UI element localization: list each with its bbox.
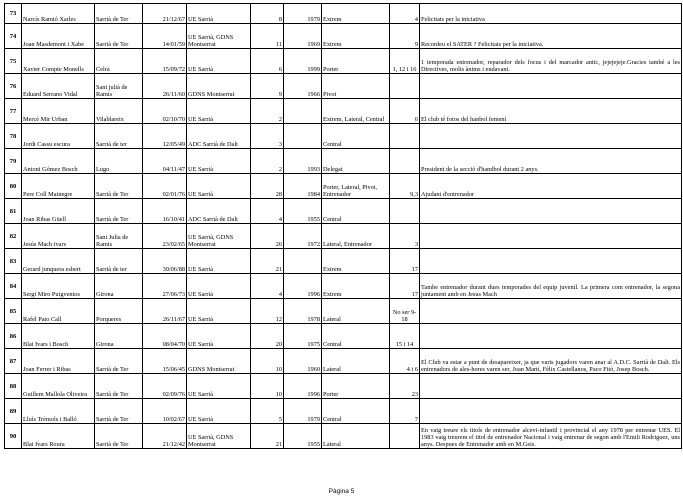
name-cell: Narcís Ramió Xarles — [22, 4, 95, 24]
row-number: 90 — [5, 424, 22, 449]
club-cell: UE Sarrià — [187, 324, 251, 349]
row-number: 85 — [5, 299, 22, 324]
since-cell: 1955 — [284, 424, 322, 449]
notes-cell: Ajudant d'entrenador — [420, 174, 682, 199]
club-cell: UE Sarrià — [187, 299, 251, 324]
since-cell: 1996 — [284, 374, 322, 399]
seasons-cell — [390, 149, 420, 174]
seasons-cell: 1, 12 i 16 — [390, 49, 420, 74]
birthdate-cell: 23/02/65 — [143, 224, 187, 249]
years-cell: 10 — [251, 349, 284, 374]
seasons-cell: 4 i 6 — [390, 349, 420, 374]
birthdate-cell: 04/11/47 — [143, 149, 187, 174]
seasons-cell — [390, 124, 420, 149]
row-number: 87 — [5, 349, 22, 374]
position-cell: Central — [322, 324, 390, 349]
position-cell: Extrem — [322, 4, 390, 24]
since-cell: 1996 — [284, 274, 322, 299]
birthdate-cell: 02/01/76 — [143, 174, 187, 199]
row-number: 83 — [5, 249, 22, 274]
notes-cell — [420, 224, 682, 249]
since-cell: 1984 — [284, 174, 322, 199]
name-cell: Blai Ivars Roura — [22, 424, 95, 449]
notes-cell: Felicitats per la iniciativa — [420, 4, 682, 24]
years-cell: 6 — [251, 49, 284, 74]
position-cell: Central — [322, 399, 390, 424]
notes-cell: 1 temporada entrenador, reparador dels focus i del marcador antic, jejejejeje.Gracies també a les Directives, molts ànims i endavant. — [420, 49, 682, 74]
years-cell: 4 — [251, 199, 284, 224]
town-cell: Lugo — [95, 149, 143, 174]
town-cell: Girona — [95, 324, 143, 349]
position-cell: Extrem — [322, 274, 390, 299]
club-cell: UE Sarrià, GDNS Montserrat — [187, 224, 251, 249]
table-row — [5, 174, 682, 199]
since-cell: 1979 — [284, 4, 322, 24]
table-row — [5, 149, 682, 174]
table-row — [5, 99, 682, 124]
birthdate-cell: 30/06/88 — [143, 249, 187, 274]
birthdate-cell: 12/05/49 — [143, 124, 187, 149]
since-cell — [284, 99, 322, 124]
club-cell: UE Sarrià — [187, 249, 251, 274]
birthdate-cell: 15/09/72 — [143, 49, 187, 74]
club-cell: UE Sarrià — [187, 374, 251, 399]
club-cell: ADC Sarrià de Dalt — [187, 124, 251, 149]
birthdate-cell: 16/10/41 — [143, 199, 187, 224]
name-cell: Lluís Trémols i Balló — [22, 399, 95, 424]
club-cell: UE Sarrià — [187, 274, 251, 299]
players-table — [4, 3, 682, 449]
town-cell: Sarrià de Ter — [95, 4, 143, 24]
table-row — [5, 349, 682, 374]
seasons-cell: 15 i 14 — [390, 324, 420, 349]
seasons-cell: 17 — [390, 274, 420, 299]
club-cell: UE Sarrià — [187, 174, 251, 199]
town-cell: Sarrià de Ter — [95, 174, 143, 199]
position-cell: Lateral, Entrenador — [322, 224, 390, 249]
town-cell: Sant julià de Ramis — [95, 74, 143, 99]
table-row — [5, 24, 682, 49]
club-cell: UE Sarrià — [187, 149, 251, 174]
table-row — [5, 324, 682, 349]
years-cell: 28 — [251, 174, 284, 199]
seasons-cell — [390, 424, 420, 449]
row-number: 74 — [5, 24, 22, 49]
seasons-cell: 17 — [390, 249, 420, 274]
spreadsheet-page — [4, 3, 681, 449]
town-cell: Sant Julia de Ramis — [95, 224, 143, 249]
seasons-cell: 23 — [390, 374, 420, 399]
club-cell: ADC Sarrià de Dalt — [187, 199, 251, 224]
years-cell: 2 — [251, 99, 284, 124]
name-cell: Pere Coll Mainegre — [22, 174, 95, 199]
name-cell: Eduard Serrano Vidal — [22, 74, 95, 99]
club-cell: GDNS Montserrat — [187, 349, 251, 374]
town-cell: Celrà — [95, 49, 143, 74]
table-row — [5, 249, 682, 274]
position-cell: Lateral — [322, 299, 390, 324]
since-cell: 1960 — [284, 349, 322, 374]
years-cell: 9 — [251, 74, 284, 99]
seasons-cell: 9,3 — [390, 174, 420, 199]
position-cell: Pivot — [322, 74, 390, 99]
birthdate-cell: 10/02/67 — [143, 399, 187, 424]
position-cell: Porter — [322, 49, 390, 74]
seasons-cell: 6 — [390, 99, 420, 124]
since-cell: 1978 — [284, 299, 322, 324]
notes-cell — [420, 249, 682, 274]
table-row — [5, 374, 682, 399]
years-cell: 12 — [251, 299, 284, 324]
town-cell: Vilablareix — [95, 99, 143, 124]
club-cell: UE Sarrià, GDNS Montserrat — [187, 424, 251, 449]
row-number: 89 — [5, 399, 22, 424]
notes-cell — [420, 299, 682, 324]
row-number: 78 — [5, 124, 22, 149]
club-cell: UE Sarrià — [187, 99, 251, 124]
town-cell: Sarrià de ter — [95, 249, 143, 274]
name-cell: Rafel Pato Call — [22, 299, 95, 324]
position-cell: Porter — [322, 374, 390, 399]
position-cell: Central — [322, 199, 390, 224]
club-cell: UE Sarrià — [187, 4, 251, 24]
club-cell: UE Sarrià — [187, 399, 251, 424]
table-row — [5, 49, 682, 74]
row-number: 75 — [5, 49, 22, 74]
notes-cell: Recordeu el SATER ? Felicitats per la iniciativa. — [420, 24, 682, 49]
name-cell: Antoni Gómez Bosch — [22, 149, 95, 174]
row-number: 76 — [5, 74, 22, 99]
row-number: 73 — [5, 4, 22, 24]
name-cell: Joan Ribas Güell — [22, 199, 95, 224]
notes-cell — [420, 399, 682, 424]
notes-cell: El club té fotos del hanbol femení — [420, 99, 682, 124]
notes-cell: Tambe entrenador durant dues temporades del equip juvenil. La primera com entrenador, la segona juntament amb en Jesus Mach — [420, 274, 682, 299]
town-cell: Porqueres — [95, 299, 143, 324]
position-cell: Delegat — [322, 149, 390, 174]
row-number: 77 — [5, 99, 22, 124]
position-cell: Lateral — [322, 424, 390, 449]
years-cell: 21 — [251, 249, 284, 274]
position-cell: Lateral — [322, 349, 390, 374]
name-cell: Joan Masdemont i Xabe — [22, 24, 95, 49]
name-cell: Jordi Cassu escura — [22, 124, 95, 149]
name-cell: Sergi Miro Puigventos — [22, 274, 95, 299]
town-cell: Sarrià de Ter — [95, 374, 143, 399]
town-cell: Sarrià de Ter — [95, 399, 143, 424]
notes-cell — [420, 374, 682, 399]
notes-cell: El Club va estar a punt de desapareixer, ja que varis jugadors varen anar al A.D.C. Sarrià de Dalt. Els entrenadors de ales-hores varen ser, Joan Martí, Fèlix Castellanos, Paco Fitó, Josep Bosch. — [420, 349, 682, 374]
position-cell: Central — [322, 124, 390, 149]
row-number: 86 — [5, 324, 22, 349]
table-row — [5, 74, 682, 99]
name-cell: Blai Ivars i Bosch — [22, 324, 95, 349]
since-cell: 1966 — [284, 74, 322, 99]
table-body — [5, 4, 682, 449]
birthdate-cell: 15/06/45 — [143, 349, 187, 374]
years-cell: 11 — [251, 24, 284, 49]
years-cell: 2 — [251, 149, 284, 174]
birthdate-cell: 26/11/67 — [143, 299, 187, 324]
notes-cell: En vaig treure els titols de entrenador alcevi-infantil i provincial el any 1978 per entrenar UES. El 1983 vaig treurem el titol de entrenador Nacional i vaig entrenar de segon amb l'Emili Rodriguez, uns anys. Despues de Entrenador amb en M.Geis. — [420, 424, 682, 449]
seasons-cell: 3 — [390, 224, 420, 249]
row-number: 79 — [5, 149, 22, 174]
birthdate-cell: 27/06/73 — [143, 274, 187, 299]
years-cell: 10 — [251, 374, 284, 399]
club-cell: GDNS Montserrat — [187, 74, 251, 99]
notes-cell — [420, 124, 682, 149]
seasons-cell — [390, 74, 420, 99]
name-cell: Guillem Mallola Oliveira — [22, 374, 95, 399]
seasons-cell: 4 — [390, 4, 420, 24]
years-cell: 3 — [251, 124, 284, 149]
years-cell: 20 — [251, 324, 284, 349]
notes-cell — [420, 324, 682, 349]
notes-cell: President de la secció d'handbol durant 2 anys. — [420, 149, 682, 174]
name-cell: Joan Ferrer i Ribas — [22, 349, 95, 374]
town-cell: Sarrià de Ter — [95, 24, 143, 49]
years-cell: 21 — [251, 424, 284, 449]
position-cell: Porter, Lateral, Pivot, Entrenador — [322, 174, 390, 199]
seasons-cell — [390, 199, 420, 224]
table-row — [5, 199, 682, 224]
since-cell — [284, 124, 322, 149]
since-cell: 1979 — [284, 399, 322, 424]
table-row — [5, 274, 682, 299]
name-cell: Gerard junquera esbert — [22, 249, 95, 274]
club-cell: UE Sarrià, GDNS Montserrat — [187, 24, 251, 49]
years-cell: 5 — [251, 399, 284, 424]
position-cell: Extrem, Lateral, Central — [322, 99, 390, 124]
seasons-cell: 7 — [390, 399, 420, 424]
position-cell: Extrem — [322, 249, 390, 274]
row-number: 84 — [5, 274, 22, 299]
town-cell: Sarrià de ter — [95, 124, 143, 149]
notes-cell — [420, 199, 682, 224]
name-cell: Jesús Mach ivars — [22, 224, 95, 249]
town-cell: Sarrià de Ter — [95, 199, 143, 224]
town-cell: Girona — [95, 274, 143, 299]
birthdate-cell: 21/12/67 — [143, 4, 187, 24]
seasons-cell: 9 — [390, 24, 420, 49]
row-number: 88 — [5, 374, 22, 399]
row-number: 81 — [5, 199, 22, 224]
page-footer: Pàgina 5 — [328, 488, 355, 495]
since-cell — [284, 249, 322, 274]
birthdate-cell: 02/09/76 — [143, 374, 187, 399]
birthdate-cell: 14/01/59 — [143, 24, 187, 49]
town-cell: Sarrià de Ter — [95, 349, 143, 374]
since-cell: 1993 — [284, 149, 322, 174]
name-cell: Mercè Mir Urban — [22, 99, 95, 124]
notes-cell — [420, 74, 682, 99]
table-row — [5, 424, 682, 449]
years-cell: 8 — [251, 4, 284, 24]
years-cell: 26 — [251, 224, 284, 249]
since-cell: 1972 — [284, 224, 322, 249]
row-number: 82 — [5, 224, 22, 249]
since-cell: 1999 — [284, 49, 322, 74]
position-cell: Extrem — [322, 24, 390, 49]
birthdate-cell: 02/10/70 — [143, 99, 187, 124]
birthdate-cell: 26/11/60 — [143, 74, 187, 99]
since-cell: 1975 — [284, 324, 322, 349]
row-number: 80 — [5, 174, 22, 199]
town-cell: Sarrià de Ter — [95, 424, 143, 449]
years-cell: 4 — [251, 274, 284, 299]
since-cell: 1955 — [284, 199, 322, 224]
table-row — [5, 124, 682, 149]
table-row — [5, 299, 682, 324]
table-row — [5, 224, 682, 249]
table-row — [5, 399, 682, 424]
since-cell: 1969 — [284, 24, 322, 49]
table-row — [5, 4, 682, 24]
seasons-cell: No ser 9-18 — [390, 299, 420, 324]
name-cell: Xavier Compte Monells — [22, 49, 95, 74]
club-cell: UE Sarrià — [187, 49, 251, 74]
birthdate-cell: 08/04/70 — [143, 324, 187, 349]
birthdate-cell: 21/12/42 — [143, 424, 187, 449]
